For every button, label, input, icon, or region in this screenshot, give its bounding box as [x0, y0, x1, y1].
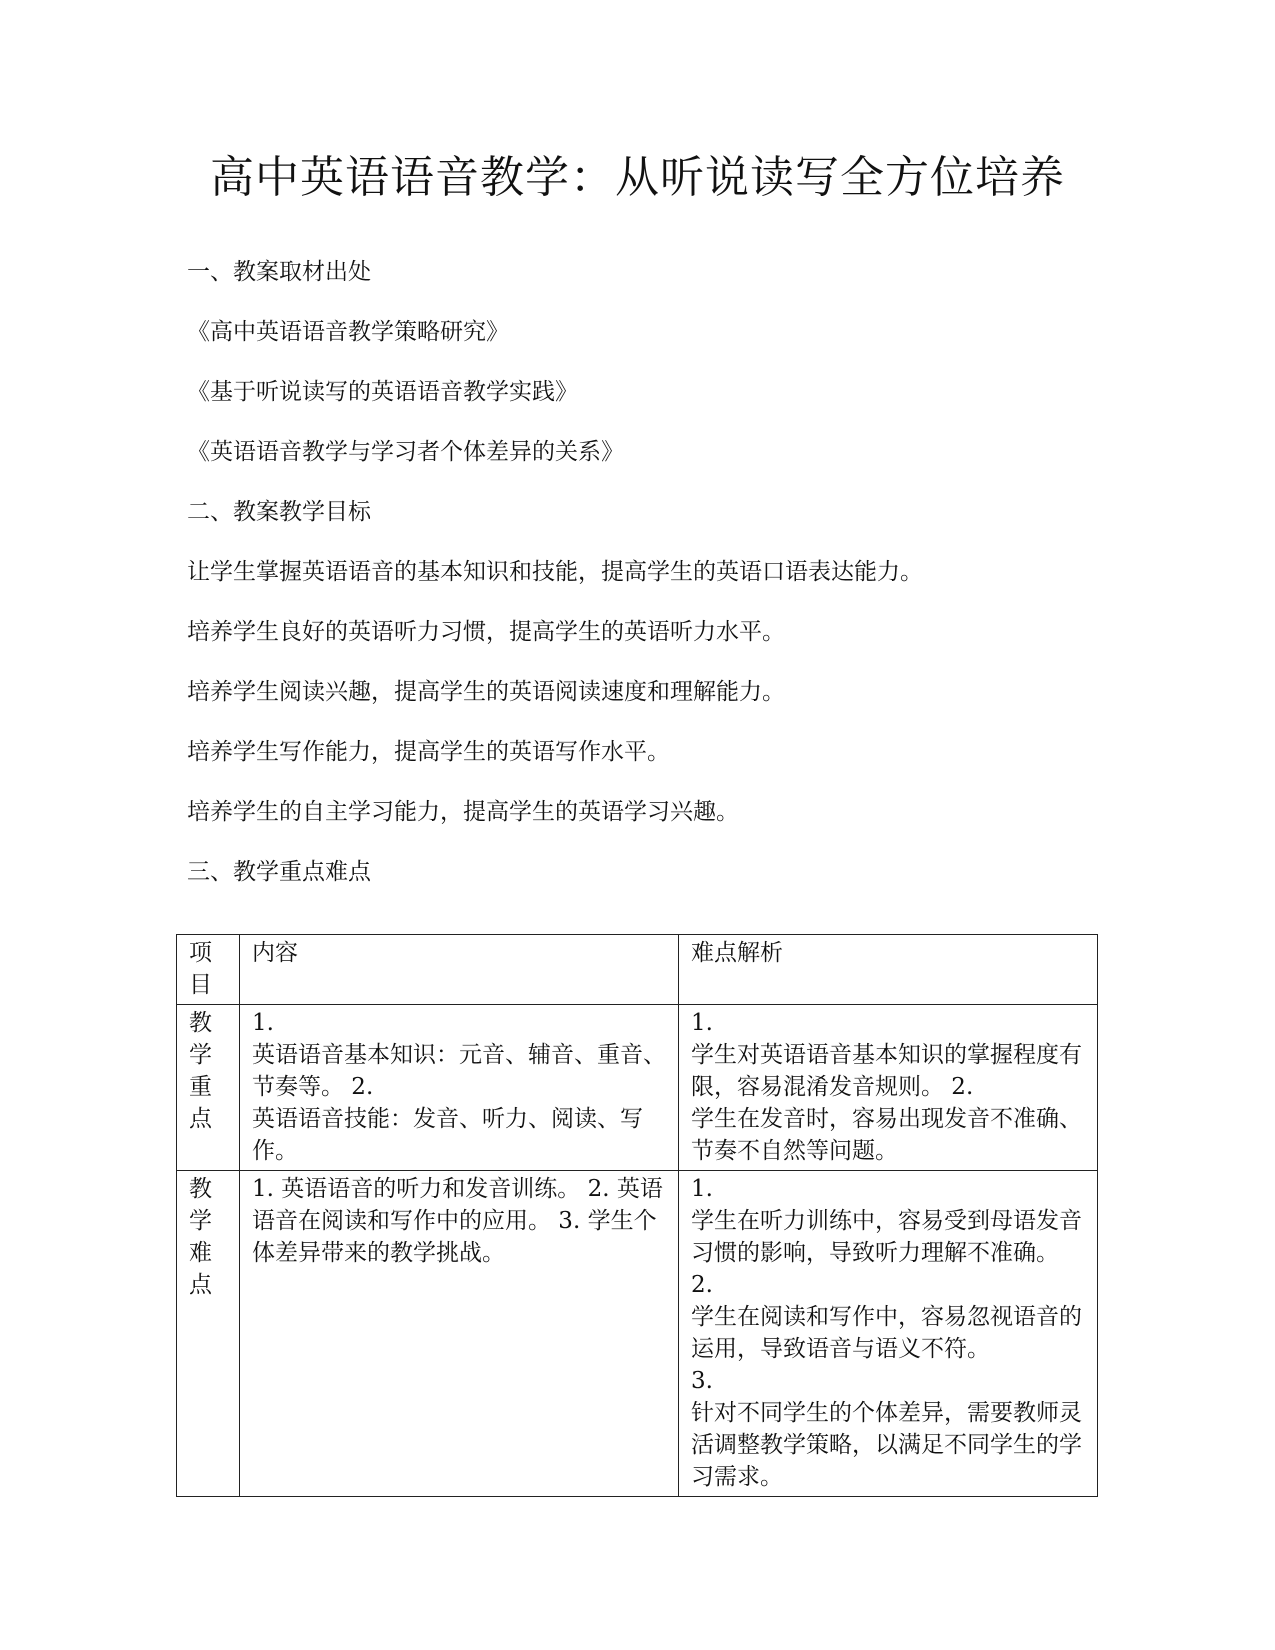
document-title: 高中英语语音教学：从听说读写全方位培养 — [210, 152, 1065, 203]
row-analysis-key-points — [679, 1005, 1098, 1171]
section-heading-sources: 一、教案取材出处 — [187, 259, 371, 285]
header-cell-item: 项目 — [177, 935, 240, 1005]
cell-line: 英语语音技能：发音、听力、阅读、写作。 — [252, 1106, 643, 1164]
goal-item: 培养学生的自主学习能力，提高学生的英语学习兴趣。 — [187, 799, 739, 825]
table-row — [177, 1005, 1098, 1171]
source-item: 《基于听说读写的英语语音教学实践》 — [187, 379, 578, 405]
row-label-difficulties: 教学难点 — [177, 1171, 240, 1497]
goal-item: 让学生掌握英语语音的基本知识和技能，提高学生的英语口语表达能力。 — [187, 559, 923, 585]
cell-line: 1. — [252, 1010, 274, 1036]
cell-line: 3. — [691, 1368, 713, 1394]
row-content-difficulties — [240, 1171, 679, 1497]
key-points-table — [176, 934, 1098, 1497]
cell-line: 1. 英语语音的听力和发音训练。 2. 英语语音在阅读和写作中的应用。 3. 学生个体差异带来的教学挑战。 — [252, 1176, 663, 1266]
cell-line: 1. — [691, 1010, 713, 1036]
section-heading-key-points: 三、教学重点难点 — [187, 859, 371, 885]
source-item: 《英语语音教学与学习者个体差异的关系》 — [187, 439, 624, 465]
header-cell-content: 内容 — [240, 935, 679, 1005]
cell-line: 英语语音基本知识：元音、辅音、重音、节奏等。 2. — [252, 1042, 666, 1100]
row-label-key-points: 教学重点 — [177, 1005, 240, 1171]
cell-line: 学生在发音时，容易出现发音不准确、节奏不自然等问题。 — [691, 1106, 1082, 1164]
cell-line: 学生对英语语音基本知识的掌握程度有限，容易混淆发音规则。 2. — [691, 1042, 1082, 1100]
row-analysis-difficulties — [679, 1171, 1098, 1497]
goal-item: 培养学生良好的英语听力习惯，提高学生的英语听力水平。 — [187, 619, 785, 645]
table-row — [177, 1171, 1098, 1497]
row-content-key-points — [240, 1005, 679, 1171]
section-heading-goals: 二、教案教学目标 — [187, 499, 371, 525]
cell-line: 针对不同学生的个体差异，需要教师灵活调整教学策略，以满足不同学生的学习需求。 — [691, 1400, 1082, 1490]
cell-line: 学生在听力训练中，容易受到母语发音习惯的影响，导致听力理解不准确。 2. — [691, 1208, 1082, 1298]
cell-line: 学生在阅读和写作中，容易忽视语音的运用，导致语音与语义不符。 — [691, 1304, 1082, 1362]
header-cell-analysis: 难点解析 — [679, 935, 1098, 1005]
goal-item: 培养学生写作能力，提高学生的英语写作水平。 — [187, 739, 670, 765]
goal-item: 培养学生阅读兴趣，提高学生的英语阅读速度和理解能力。 — [187, 679, 785, 705]
source-item: 《高中英语语音教学策略研究》 — [187, 319, 509, 345]
cell-line: 1. — [691, 1176, 713, 1202]
table-header-row — [177, 935, 1098, 1005]
